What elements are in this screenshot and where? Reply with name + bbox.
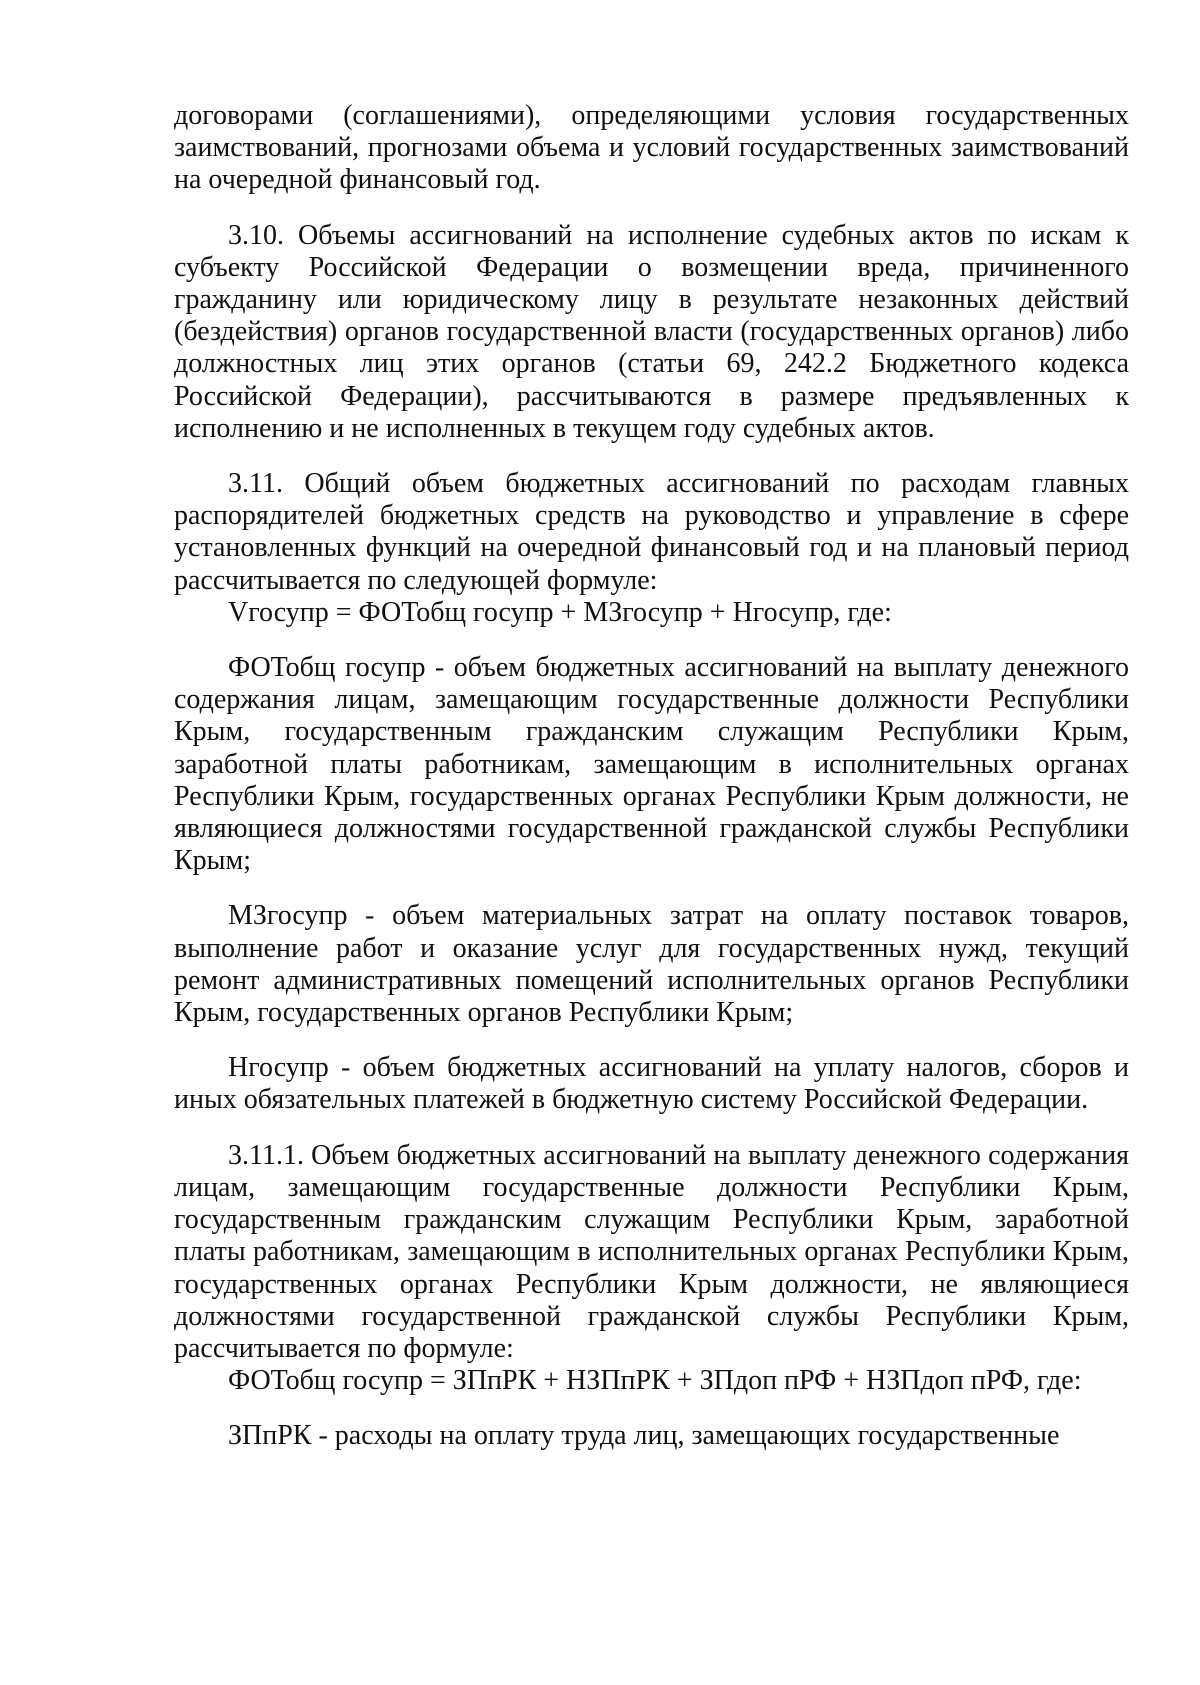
formula-fot-obsch-gosupr: ФОТобщ госупр = ЗПпРК + НЗПпРК + ЗПдоп пРФ + НЗПдоп пРФ, где: bbox=[228, 1365, 1082, 1397]
definition-zp-prk: ЗПпРК - расходы на оплату труда лиц, замещающих государственные bbox=[228, 1420, 1060, 1452]
paragraph-continuation: договорами (соглашениями), определяющими условия государственных заимствований, прогнозами объема и условий государственных заимствований на очередной финансовый год. bbox=[174, 100, 1129, 196]
definition-fot-obsch-gosupr: ФОТобщ госупр - объем бюджетных ассигнований на выплату денежного содержания лицам, замещающим государственные должности Республики Крым, государственным гражданским служащим Республики Крым, заработной платы работникам, замещающим в исполнительных органах Республики Крым, государственных органах Республики Крым должности, не являющиеся должностями государственной гражданской службы Республики Крым; bbox=[174, 652, 1129, 877]
definition-n-gosupr: Нгосупр - объем бюджетных ассигнований на уплату налогов, сборов и иных обязательных платежей в бюджетную систему Российской Федерации. bbox=[174, 1052, 1129, 1116]
document-body bbox=[174, 100, 1129, 1453]
formula-v-gosupr: Vгосупр = ФОТобщ госупр + МЗгосупр + Нгосупр, где: bbox=[228, 596, 892, 628]
paragraph-3-10: 3.10. Объемы ассигнований на исполнение судебных актов по искам к субъекту Российской Федерации о возмещении вреда, причиненного гражданину или юридическому лицу в результате незаконных действий (бездействия) органов государственной власти (государственных органов) либо должностных лиц этих органов (статьи 69, 242.2 Бюджетного кодекса Российской Федерации), рассчитываются в размере предъявленных к исполнению и не исполненных в текущем году судебных актов. bbox=[174, 219, 1129, 444]
paragraph-3-11-1: 3.11.1. Объем бюджетных ассигнований на выплату денежного содержания лицам, замещающим государственные должности Республики Крым, государственным гражданским служащим Республики Крым, заработной платы работникам, замещающим в исполнительных органах Республики Крым, государственных органах Республики Крым должности, не являющиеся должностями государственной гражданской службы Республики Крым, рассчитывается по формуле: bbox=[174, 1139, 1129, 1364]
definition-mz-gosupr: МЗгосупр - объем материальных затрат на оплату поставок товаров, выполнение работ и оказание услуг для государственных нужд, текущий ремонт административных помещений исполнительных органов Республики Крым, государственных органов Республики Крым; bbox=[174, 900, 1129, 1029]
paragraph-3-11: 3.11. Общий объем бюджетных ассигнований по расходам главных распорядителей бюджетных средств на руководство и управление в сфере установленных функций на очередной финансовый год и на плановый период рассчитывается по следующей формуле: bbox=[174, 468, 1129, 596]
